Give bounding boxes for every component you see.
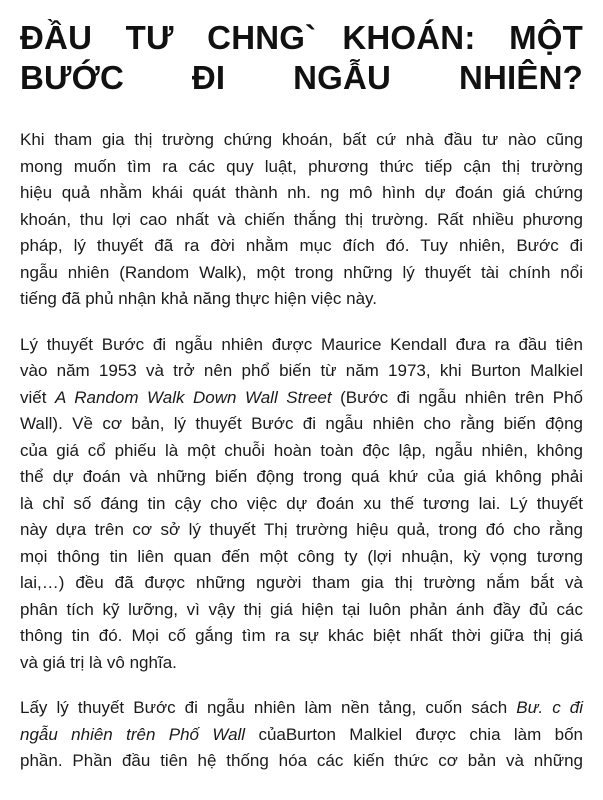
text-line: khoán, thu lợi cao nhất và chiến thắng thị trường. Rất nhiều phương (20, 209, 583, 229)
paragraph-2 (20, 332, 585, 677)
text-line-with-title (20, 385, 583, 412)
text-line: là chỉ số đáng tin cậy cho việc dự đoán xu thế tương lai. Lý thuyết (20, 493, 583, 513)
text-line: pháp, lý thuyết đã ra đời nhằm mục đích đó. Tuy nhiên, Bước đi (20, 236, 583, 255)
text-fragment: củaBurton Malkiel được chia làm bốn (245, 724, 583, 744)
paragraph-3 (20, 695, 585, 775)
title-line-1-part-b: KHOÁN: MỘT (342, 19, 583, 56)
text-line: tiếng đã phủ nhận khả năng thực hiện việc này. (20, 289, 377, 308)
text-line: Lý thuyết Bước đi ngẫu nhiên được Maurice Kendall đưa ra đầu tiên (20, 334, 583, 354)
text-line: vào năm 1953 và trở nên phổ biến từ năm 1973, khi Burton Malkiel (20, 361, 583, 380)
text-line: phần. Phần đầu tiên hệ thống hóa các kiến thức cơ bản và những (20, 751, 583, 770)
book-title-italic: A Random Walk Down Wall Street (54, 387, 332, 407)
text-line: mọi thông tin liên quan đến một công ty (lợi nhuận, kỳ vọng tương (20, 546, 583, 566)
article-title (20, 18, 585, 98)
text-fragment: Lấy lý thuyết Bước đi ngẫu nhiên làm nền tảng, cuốn sách (20, 698, 517, 717)
text-line: hiệu quả nhằm khái quát thành nh. ng mô hình dự đoán giá chứng (20, 183, 583, 202)
title-line-1 (20, 18, 583, 58)
text-line: thông tin đó. Mọi cố gắng tìm ra sự khác biệt nhất thời giữa thị giá (20, 626, 583, 645)
article-body (20, 127, 585, 775)
text-line: này dựa trên cơ sở lý thuyết Thị trường hiệu quả, trong đó cho rằng (20, 520, 583, 539)
text-line: của giá cổ phiếu là một chuỗi hoàn toàn độc lập, ngẫu nhiên, không (20, 440, 583, 460)
text-line-with-title (20, 722, 583, 749)
text-line: ngẫu nhiên (Random Walk), một trong những lý thuyết tài chính nổi (20, 262, 583, 282)
book-title-italic: ngẫu nhiên trên Phố Wall (20, 724, 246, 744)
text-line: lai,…) đều đã được những người tham gia thị trường nắm bắt và (20, 573, 583, 592)
text-line-with-title (20, 695, 583, 722)
text-line: phân tích kỹ lưỡng, vì vậy thị giá hiện tại luôn phản ánh đầy đủ các (20, 599, 583, 619)
book-title-italic: Bư. c đi (516, 698, 584, 717)
text-line: Wall). Về cơ bản, lý thuyết Bước đi ngẫu nhiên cho rằng biến động (20, 414, 583, 433)
text-line: và giá trị là vô nghĩa. (20, 652, 177, 672)
text-fragment: viết (20, 387, 55, 407)
title-line-1-part-a: ĐẦU TƯ CHNG` (20, 19, 317, 56)
paragraph-1 (20, 127, 585, 313)
text-line: Khi tham gia thị trường chứng khoán, bất cứ nhà đầu tư nào cũng (20, 130, 583, 149)
title-line-2: BƯỚC ĐI NGẪU NHIÊN? (20, 59, 583, 96)
text-line: mong muốn tìm ra các quy luật, phương thức tiếp cận thị trường (20, 156, 583, 176)
text-line: thể dự đoán và những biến động trong quá khứ của giá không phải (20, 467, 583, 486)
text-fragment: (Bước đi ngẫu nhiên trên Phố (331, 387, 583, 407)
